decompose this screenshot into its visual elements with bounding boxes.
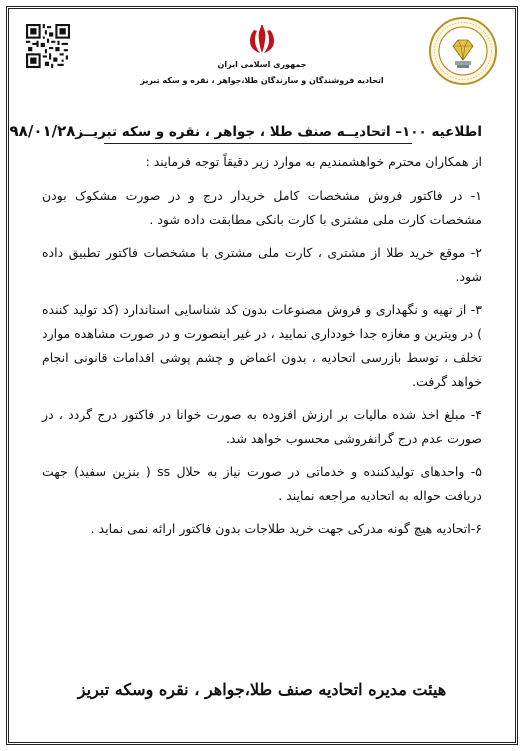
list-item-5: ۵- واحدهای تولیدکننده و خدماتی در صورت نیاز به حلال ss ( بنزین سفید) جهت دریافت حواله به اتحادیه مراجعه نمایند .	[42, 464, 482, 503]
title-underline	[104, 143, 412, 144]
union-name: اتحادیه فروشندگان و سازندگان طلا،جواهر ، نقره و سکه تبریز	[140, 76, 384, 85]
announcement-date: ۹۸/۰۱/۲۸	[9, 122, 76, 140]
announcement-heading: اطلاعیه ۱۰۰– اتحادیــه صنف طلا ، جواهر ، نقره و سکه تبریــز	[75, 124, 482, 140]
list-item-4: ۴- مبلغ اخذ شده مالیات بر ارزش افزوده به صورت خوانا در فاکتور درج گردد ، در صورت عدم درج گرانفروشی محسوب خواهد شد.	[42, 407, 482, 446]
signature-footer: هیئت مدیره اتحادیه صنف طلا،جواهر ، نقره وسکه تبریز	[77, 680, 447, 699]
announcement-title	[9, 122, 482, 140]
iran-emblem-icon	[244, 22, 280, 58]
list-item-6: ۶-اتحادیه هیچ گونه مدرکی جهت خرید طلاجات بدون فاکتور ارائه نمی نماید .	[90, 521, 482, 536]
list-item-2: ۲- موقع خرید طلا از مشتری ، کارت ملی مشتری با مشخصات فاکتور تطبیق داده شود.	[42, 245, 482, 284]
list-item-3: ۳- از تهیه و نگهداری و فروش مصنوعات بدون کد شناسایی استاندارد (کد تولید کننده ) در ویترین و مغازه جدا خودداری نمایید ، در غیر اینصورت و در صورت مشاهده موارد تخلف ، توسط بازرسی اتحادیه ، بدون اغماض و چشم پوشی اقدامات قانونی انجام خواهد گرفت.	[42, 302, 482, 389]
list-item-1: ۱- در فاکتور فروش مشخصات کامل خریدار درج و در صورت مشکوک بودن مشخصات کارت ملی مشتری با کارت بانکی مطابقت داده شود .	[42, 188, 482, 227]
republic-label: جمهوری اسلامی ایران	[217, 60, 307, 69]
announcement-body	[42, 150, 482, 550]
intro-text: از همکاران محترم خواهشمندیم به موارد زیر دقیقاً توجه فرمایند :	[145, 154, 482, 169]
